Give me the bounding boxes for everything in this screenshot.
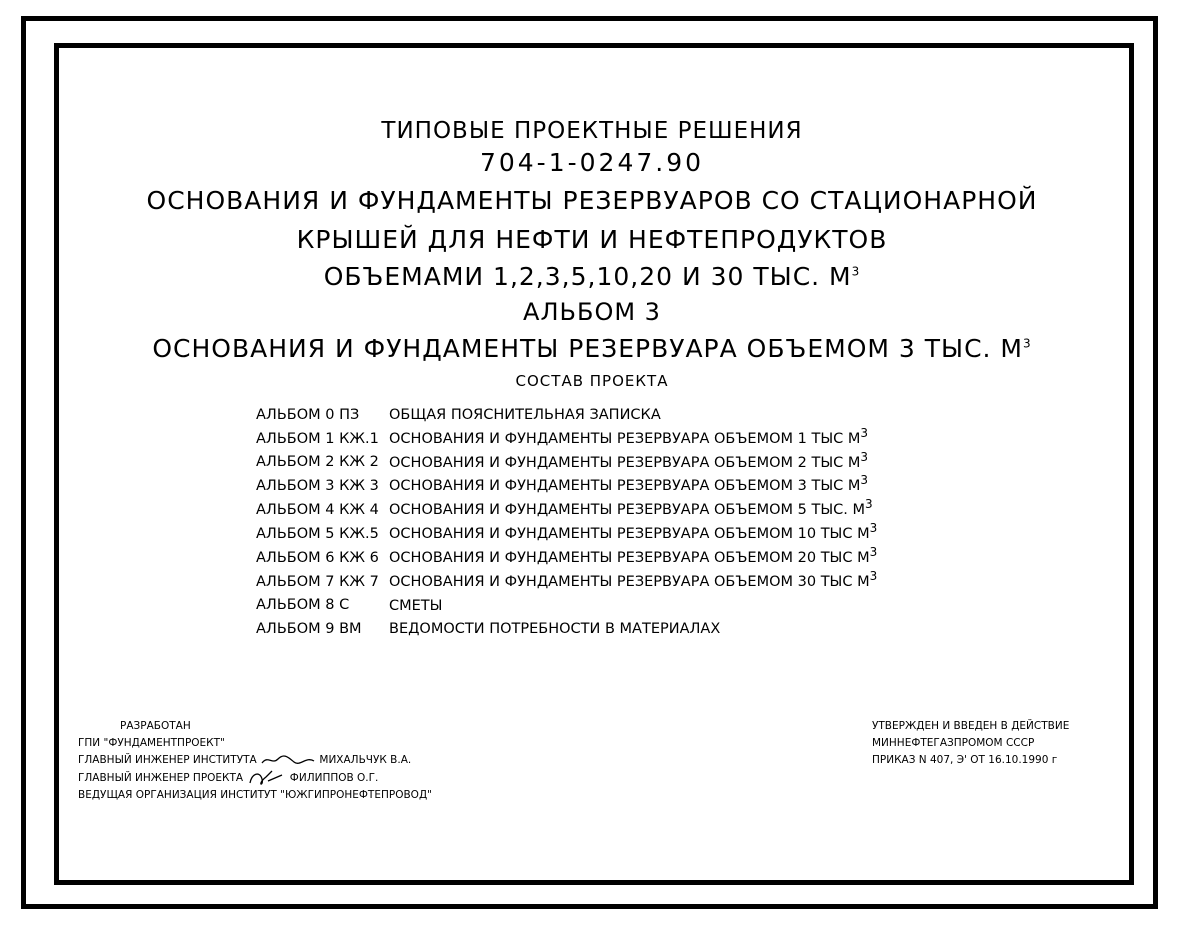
signature-1-icon	[260, 753, 316, 767]
album-row	[256, 543, 877, 567]
lead-org: ВЕДУЩАЯ ОРГАНИЗАЦИЯ ИНСТИТУТ "ЮЖГИПРОНЕФТЕПРОВОД"	[78, 789, 432, 801]
heading-line-3	[0, 262, 1184, 291]
album-row	[256, 495, 877, 519]
album-code: АЛЬБОМ 9 ВМ	[256, 621, 362, 638]
album-sup: 3	[860, 473, 869, 488]
album-row	[256, 591, 877, 615]
album-row	[256, 471, 877, 495]
contents-heading: СОСТАВ ПРОЕКТА	[515, 372, 669, 390]
album-desc: ОСНОВАНИЯ И ФУНДАМЕНТЫ РЕЗЕРВУАРА ОБЪЕМОМ 2 ТЫС М	[389, 454, 861, 471]
album-title-sup: 3	[1023, 336, 1032, 351]
album-row	[256, 448, 877, 472]
album-code: АЛЬБОМ 4 КЖ 4	[256, 502, 379, 519]
album-code: АЛЬБОМ 1 КЖ.1	[256, 430, 379, 447]
album-code: АЛЬБОМ 8 С	[256, 597, 350, 614]
developer-org: ГПИ "ФУНДАМЕНТПРОЕКТ"	[78, 737, 225, 749]
album-desc: ОСНОВАНИЯ И ФУНДАМЕНТЫ РЕЗЕРВУАРА ОБЪЕМОМ 20 ТЫС М	[389, 549, 870, 566]
signature-2-icon	[246, 769, 286, 787]
album-desc: ОСНОВАНИЯ И ФУНДАМЕНТЫ РЕЗЕРВУАРА ОБЪЕМОМ 5 ТЫС. М	[389, 502, 865, 519]
album-sup: 3	[869, 568, 878, 583]
album-desc: ОБЩАЯ ПОЯСНИТЕЛЬНАЯ ЗАПИСКА	[389, 406, 661, 423]
album-desc: ОСНОВАНИЯ И ФУНДАМЕНТЫ РЕЗЕРВУАРА ОБЪЕМОМ 1 ТЫС М	[389, 430, 861, 447]
album-desc: ОСНОВАНИЯ И ФУНДАМЕНТЫ РЕЗЕРВУАРА ОБЪЕМОМ 30 ТЫС М	[389, 573, 870, 590]
album-title	[0, 334, 1184, 363]
heading-line-3-text: ОБЪЕМАМИ 1,2,3,5,10,20 И 30 ТЫС. М	[323, 262, 852, 291]
heading-line-1: ОСНОВАНИЯ И ФУНДАМЕНТЫ РЕЗЕРВУАРОВ СО СТАЦИОНАРНОЙ	[146, 186, 1038, 215]
album-code: АЛЬБОМ 3 КЖ 3	[256, 478, 379, 495]
album-code: АЛЬБОМ 2 КЖ 2	[256, 454, 379, 471]
album-list	[256, 400, 877, 638]
album-row	[256, 424, 877, 448]
chief-engineer-institute-name: МИХАЛЬЧУК В.А.	[319, 754, 412, 766]
album-title-text: ОСНОВАНИЯ И ФУНДАМЕНТЫ РЕЗЕРВУАРА ОБЪЕМОМ 3 ТЫС. М	[152, 334, 1023, 363]
approval-line-3: ПРИКАЗ N 407, Э' ОТ 16.10.1990 г	[872, 754, 1058, 766]
chief-engineer-project-name: ФИЛИППОВ О.Г.	[289, 772, 379, 784]
chief-engineer-institute-row	[78, 752, 432, 769]
album-row	[256, 567, 877, 591]
chief-engineer-institute-label: ГЛАВНЫЙ ИНЖЕНЕР ИНСТИТУТА	[78, 754, 257, 766]
album-desc: СМЕТЫ	[389, 597, 443, 614]
chief-engineer-project-row	[78, 769, 432, 787]
album-code: АЛЬБОМ 0 ПЗ	[256, 406, 360, 423]
album-desc: ВЕДОМОСТИ ПОТРЕБНОСТИ В МАТЕРИАЛАХ	[389, 621, 721, 638]
project-code: 704-1-0247.90	[479, 148, 705, 177]
album-sup: 3	[869, 544, 878, 559]
heading-line-2: КРЫШЕЙ ДЛЯ НЕФТИ И НЕФТЕПРОДУКТОВ	[296, 225, 888, 254]
album-row	[256, 400, 877, 424]
album-desc: ОСНОВАНИЯ И ФУНДАМЕНТЫ РЕЗЕРВУАРА ОБЪЕМОМ 3 ТЫС М	[389, 478, 861, 495]
heading-line-3-sup: 3	[851, 264, 861, 279]
album-code: АЛЬБОМ 6 КЖ 6	[256, 549, 379, 566]
album-code: АЛЬБОМ 7 КЖ 7	[256, 573, 379, 590]
album-row	[256, 614, 877, 638]
approval-block	[872, 718, 1069, 769]
album-sup: 3	[860, 449, 869, 464]
document-title: ТИПОВЫЕ ПРОЕКТНЫЕ РЕШЕНИЯ	[381, 118, 803, 144]
credits-block	[78, 718, 432, 804]
album-row	[256, 519, 877, 543]
approval-line-2: МИННЕФТЕГАЗПРОМОМ СССР	[872, 737, 1035, 749]
album-sup: 3	[860, 425, 869, 440]
album-sup: 3	[864, 497, 873, 512]
album-label: АЛЬБОМ 3	[523, 298, 661, 326]
chief-engineer-project-label: ГЛАВНЫЙ ИНЖЕНЕР ПРОЕКТА	[78, 772, 244, 784]
approval-line-1: УТВЕРЖДЕН И ВВЕДЕН В ДЕЙСТВИЕ	[872, 720, 1070, 732]
developed-label: РАЗРАБОТАН	[120, 720, 191, 732]
album-desc: ОСНОВАНИЯ И ФУНДАМЕНТЫ РЕЗЕРВУАРА ОБЪЕМОМ 10 ТЫС М	[389, 525, 870, 542]
album-code: АЛЬБОМ 5 КЖ.5	[256, 525, 379, 542]
album-sup: 3	[869, 521, 878, 536]
